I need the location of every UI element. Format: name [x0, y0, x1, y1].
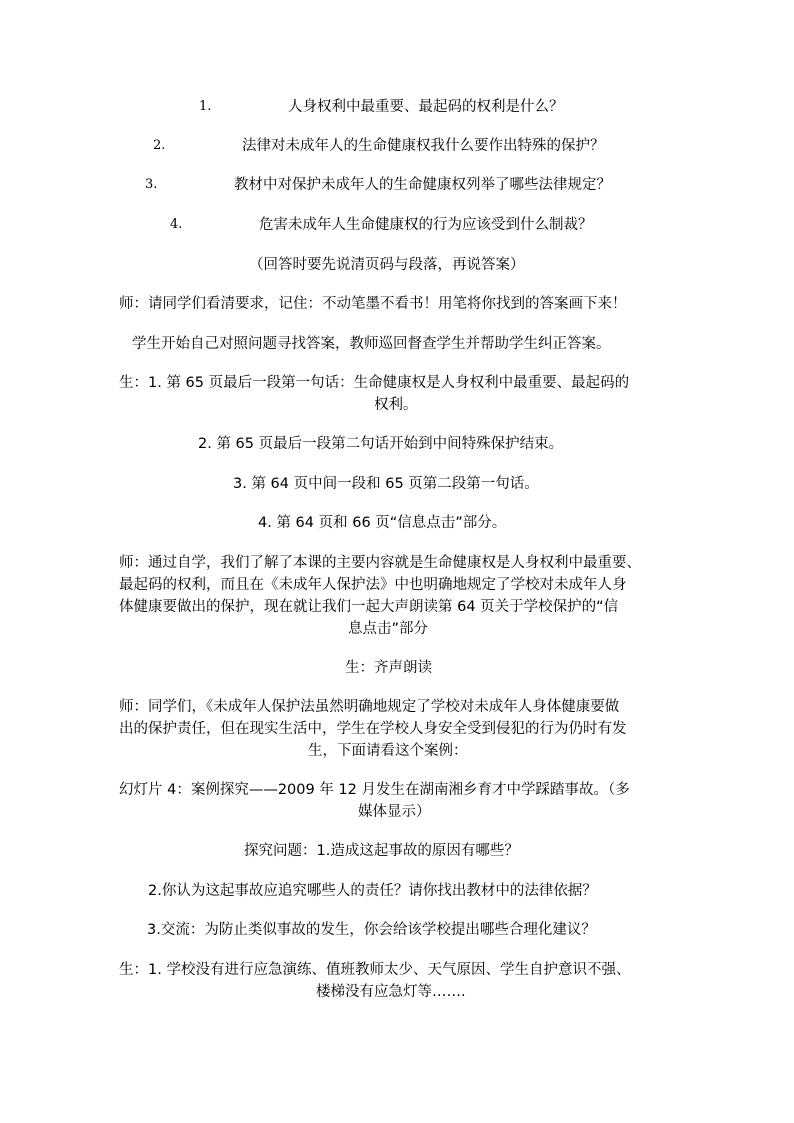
question-number: 1. [199, 99, 212, 114]
teacher-instruction: 师：请同学们看清要求，记住：不动笔墨不看书！用笔将你找到的答案画下来！ [119, 296, 627, 312]
question-number: 2. [153, 138, 166, 153]
explore-question-1: 探究问题：1.造成这起事故的原因有哪些？ [244, 843, 519, 859]
question-number: 4. [170, 217, 183, 232]
explore-question-3: 3.交流：为防止类似事故的发生，你会给该学校提出哪些合理化建议？ [147, 922, 596, 938]
student-answer-3: 3. 第 64 页中间一段和 65 页第二段第一句话。 [233, 476, 539, 492]
student-read: 生：齐声朗读 [345, 660, 432, 676]
student-answer-1-line2: 权利。 [374, 397, 418, 413]
explore-question-2: 2.你认为这起事故应追究哪些人的责任？请你找出教材中的法律依据？ [148, 883, 597, 899]
question-text: 法律对未成年人的生命健康权我什么要作出特殊的保护？ [242, 138, 605, 154]
question-text: 教材中对保护未成年人的生命健康权列举了哪些法律规定？ [234, 177, 611, 193]
teacher-paragraph-2-line4: 息点击”部分 [348, 621, 429, 637]
student-final-answer-line2: 楼梯没有应急灯等……. [316, 984, 466, 1000]
teacher-paragraph-3-line2: 出的保护责任，但在现实生活中，学生在学校人身安全受到侵犯的行为仍时有发 [119, 721, 627, 737]
slide-4-line1: 幻灯片 4：案例探究——2009 年 12 月发生在湖南湘乡育才中学踩踏事故。（多 [119, 782, 630, 798]
question-text: 危害未成年人生命健康权的行为应该受到什么制裁？ [259, 217, 593, 233]
teacher-paragraph-3-line1: 师：同学们，《未成年人保护法虽然明确地规定了学校对未成年人身体健康要做 [119, 699, 620, 715]
teacher-paragraph-2-line1: 师：通过自学，我们了解了本课的主要内容就是生命健康权是人身权利中最重要、 [119, 555, 641, 571]
answer-note: （回答时要先说清页码与段落，再说答案） [249, 257, 525, 273]
student-final-answer-line1: 生：1. 学校没有进行应急演练、值班教师太少、天气原因、学生自护意识不强、 [119, 962, 631, 978]
student-answer-1-line1: 生：1. 第 65 页最后一段第一句话：生命健康权是人身权利中最重要、最起码的 [119, 375, 630, 391]
activity-text: 学生开始自己对照问题寻找答案，教师巡回督查学生并帮助学生纠正答案。 [132, 336, 611, 352]
teacher-paragraph-3-line3: 生，下面请看这个案例： [308, 743, 468, 759]
question-number: 3. [145, 177, 158, 192]
slide-4-line2: 媒体显示） [358, 804, 431, 820]
teacher-paragraph-2-line3: 体健康要做出的保护，现在就让我们一起大声朗读第 64 页关于学校保护的“信 [119, 599, 619, 615]
question-text: 人身权利中最重要、最起码的权利是什么？ [288, 99, 564, 115]
student-answer-4: 4. 第 64 页和 66 页“信息点击”部分。 [258, 515, 507, 531]
student-answer-2: 2. 第 65 页最后一段第二句话开始到中间特殊保护结束。 [198, 436, 564, 452]
teacher-paragraph-2-line2: 最起码的权利，而且在《未成年人保护法》中也明确地规定了学校对未成年人身 [119, 577, 627, 593]
